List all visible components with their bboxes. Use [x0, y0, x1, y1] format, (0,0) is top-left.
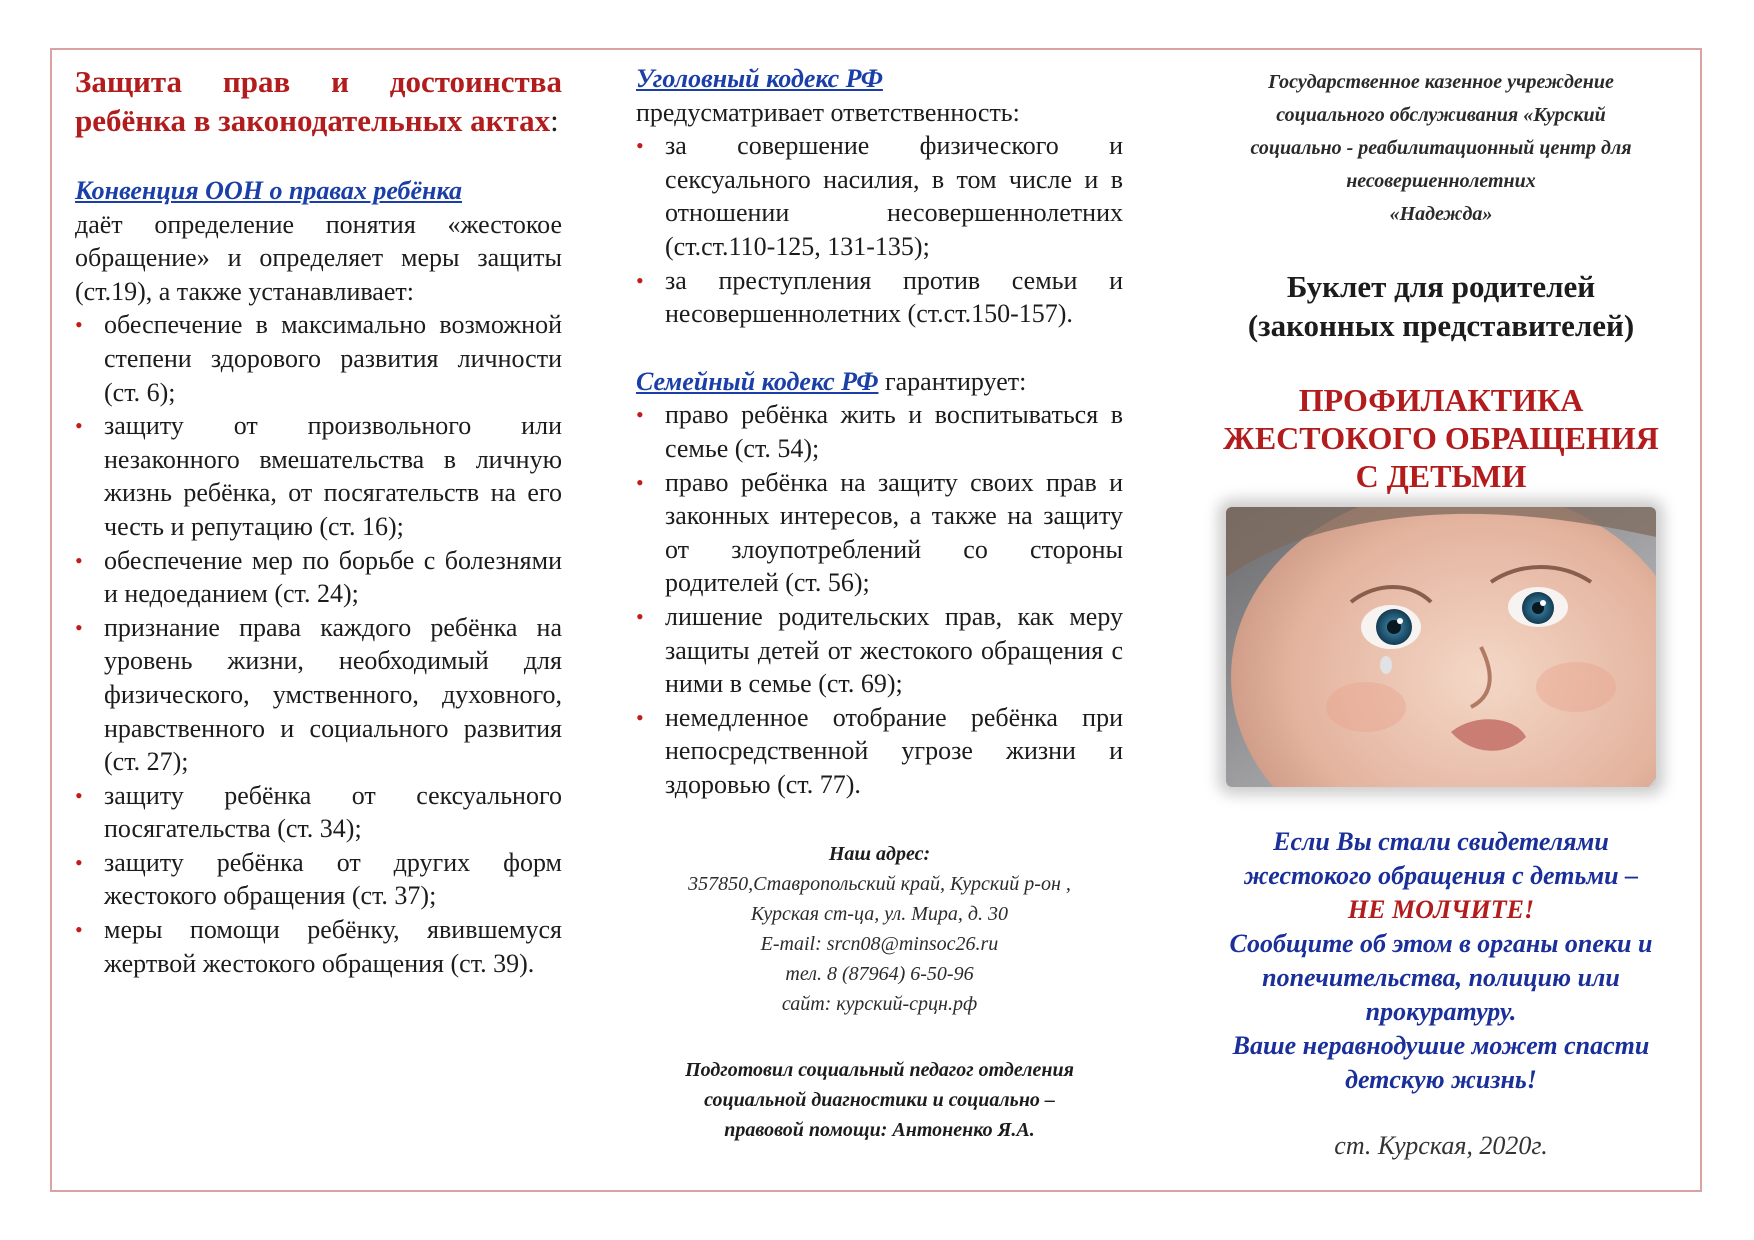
main-heading-colon: :	[550, 103, 559, 138]
phone-text: тел. 8 (87964) 6-50-96	[785, 963, 974, 986]
list-item: • право ребёнка на защиту своих прав и законных интересов, а также на защиту от злоупотреблений со стороны родителей (ст. 56);	[636, 467, 1123, 598]
address-block	[636, 839, 1123, 1019]
bullet-icon: •	[75, 312, 83, 338]
dont-keep-silent: НЕ МОЛЧИТЕ!	[1347, 895, 1535, 924]
list-item: • признание права каждого ребёнка на уровень жизни, необходимый для физического, умственного, духовного, нравственного и социального развития (ст. 27);	[75, 612, 562, 777]
list-item: • за совершение физического и сексуального насилия, в том числе и в отношении несовершеннолетних (ст.ст.110-125, 131-135);	[636, 131, 1123, 261]
bullet-icon: •	[75, 547, 83, 573]
bullet-icon: •	[636, 402, 644, 428]
topic-title: ПРОФИЛАКТИКА ЖЕСТОКОГО ОБРАЩЕНИЯ С ДЕТЬМИ	[1223, 382, 1659, 494]
address-line: Курская ст-ца, ул. Мира, д. 30	[750, 903, 1009, 926]
family-code-title: Семейный кодекс РФ	[636, 366, 879, 396]
bullet-icon: •	[636, 469, 644, 495]
convention-intro: даёт определение понятия «жестокое обращение» и определяет меры защиты (ст.19), а также устанавливает:	[75, 209, 562, 306]
middle-column	[636, 62, 1123, 1145]
list-item: • меры помощи ребёнку, явившемуся жертвой жестокого обращения (ст. 39).	[75, 915, 562, 978]
bullet-icon: •	[75, 614, 83, 640]
bullet-icon: •	[636, 704, 644, 730]
criminal-code-title: Уголовный кодекс РФ	[636, 64, 883, 93]
criminal-code-intro: предусматривает ответственность:	[636, 97, 1020, 127]
list-item: • защиту от произвольного или незаконного вмешательства в личную жизнь ребёнка, от посягательств на его честь и репутацию (ст. 16);	[75, 411, 562, 541]
email-text: E-mail: srcn08@minsoc26.ru	[760, 933, 999, 956]
booklet-title: Буклет для родителей (законных представителей)	[1247, 269, 1635, 343]
right-column	[1196, 62, 1686, 1161]
criminal-code-paragraph	[636, 62, 1123, 129]
list-item: • за преступления против семьи и несовершеннолетних (ст.ст.150-157).	[636, 265, 1123, 329]
criminal-code-list	[636, 129, 1123, 331]
bullet-icon: •	[75, 849, 83, 875]
bullet-icon: •	[636, 603, 644, 629]
address-line: 357850,Ставропольский край, Курский р-он ,	[688, 873, 1071, 896]
crying-child-photo	[1226, 507, 1656, 787]
bullet-icon: •	[636, 267, 644, 293]
list-item: • обеспечение мер по борьбе с болезнями и недоеданием (ст. 24);	[75, 545, 562, 609]
main-heading	[75, 62, 562, 140]
convention-title: Конвенция ООН о правах ребёнка	[75, 176, 463, 205]
list-item: • лишение родительских прав, как меру защиты детей от жестокого обращения с ними в семье (ст. 69);	[636, 601, 1123, 699]
family-code-list	[636, 398, 1123, 801]
prepared-by: Подготовил социальный педагог отделения социальной диагностики и социально – правовой помощи: Антоненко Я.А.	[685, 1059, 1074, 1142]
main-heading-text: Защита прав и достоинства ребёнка в законодательных актах	[75, 64, 562, 138]
site-text: сайт: курский-срцн.рф	[781, 993, 978, 1016]
convention-paragraph	[75, 174, 562, 308]
left-column	[75, 62, 562, 980]
list-item: • защиту ребёнка от других форм жестокого обращения (ст. 37);	[75, 847, 562, 911]
address-title: Наш адрес:	[828, 843, 931, 866]
bullet-icon: •	[75, 917, 83, 943]
bullet-icon: •	[75, 413, 83, 439]
place-date: ст. Курская, 2020г.	[1334, 1131, 1548, 1160]
bullet-icon: •	[75, 782, 83, 808]
list-item: • право ребёнка жить и воспитываться в семье (ст. 54);	[636, 400, 1123, 463]
bullet-icon: •	[636, 133, 644, 159]
list-item: • немедленное отобрание ребёнка при непосредственной угрозе жизни и здоровью (ст. 77).	[636, 702, 1123, 799]
list-item: • обеспечение в максимально возможной степени здорового развития личности (ст. 6);	[75, 310, 562, 407]
list-item: • защиту ребёнка от сексуального посягательства (ст. 34);	[75, 780, 562, 844]
family-code-intro: гарантирует:	[878, 366, 1027, 396]
convention-list	[75, 308, 562, 980]
organization-name: Государственное казенное учреждение социального обслуживания «Курский социально - реабилитационный центр для несовершеннолетних «Надежда»	[1250, 71, 1632, 225]
appeal-block: Если Вы стали свидетелями жестокого обращения с детьми – НЕ МОЛЧИТЕ! Сообщите об этом в органы опеки и попечительства, полицию или прокуратуру. Ваше неравнодушие может спасти детскую жизнь!	[1196, 825, 1686, 1097]
family-code-paragraph	[636, 365, 1123, 399]
